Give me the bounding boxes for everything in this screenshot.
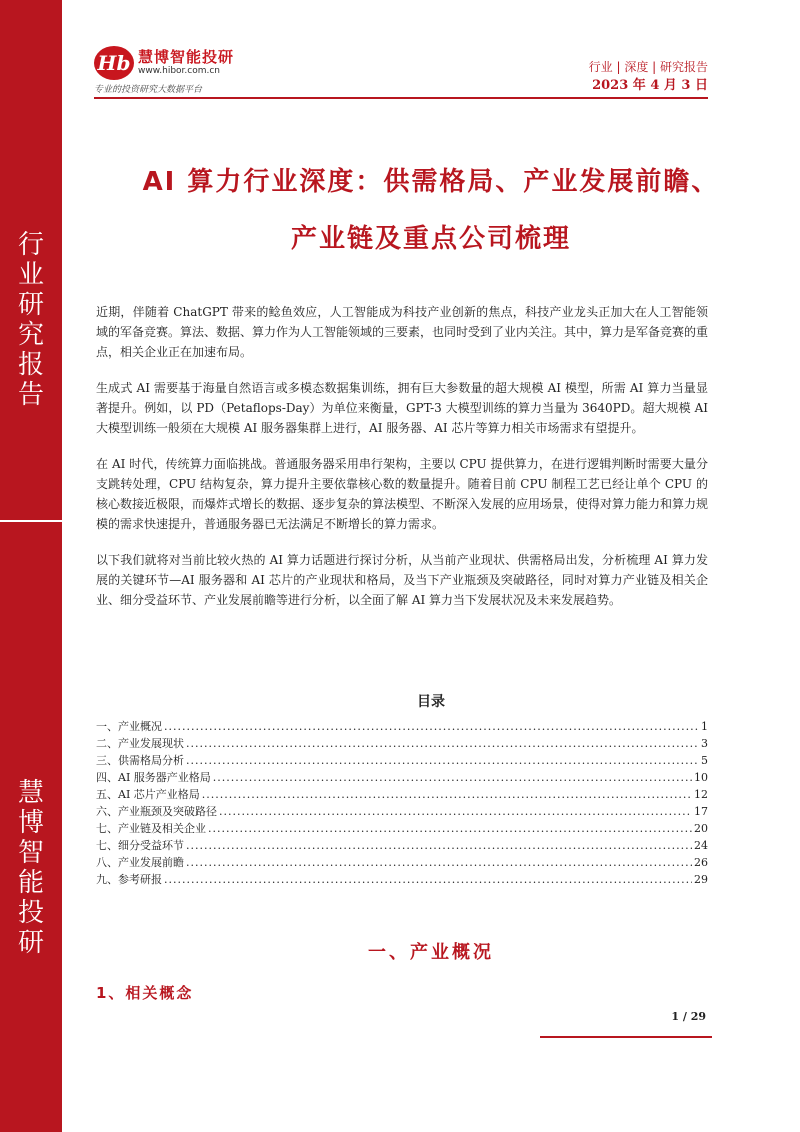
toc-leader — [208, 820, 692, 837]
toc-item[interactable] — [96, 718, 708, 735]
toc-item-page: 10 — [694, 771, 708, 784]
toc-item[interactable] — [96, 752, 708, 769]
toc-item-page: 29 — [694, 873, 708, 886]
footer-rule — [540, 1036, 712, 1038]
toc-item-page: 12 — [694, 788, 708, 801]
logo-name: 慧博智能投研 — [138, 48, 235, 66]
sidebar-char: 能 — [17, 868, 44, 898]
subsection-heading: 1、相关概念 — [96, 984, 194, 1002]
toc-leader — [219, 803, 692, 820]
toc-item-label: 七、细分受益环节 — [96, 839, 184, 852]
paragraph: 近期，伴随着 ChatGPT 带来的鲶鱼效应，人工智能成为科技产业创新的焦点，科技产业龙头正加大在人工智能领域的军备竞赛。算法、数据、算力作为人工智能领域的三要素，也同时受到了业内关注。其中，算力是军备竞赛的重点，相关企业正在加速布局。 — [96, 305, 709, 359]
section-heading: 一、产业概况 — [368, 942, 494, 963]
toc-item[interactable] — [96, 786, 708, 803]
logo-tagline: 专业的投资研究大数据平台 — [94, 85, 203, 95]
toc-item[interactable] — [96, 769, 708, 786]
toc-leader — [164, 871, 692, 888]
toc-item-page: 17 — [694, 805, 708, 818]
toc-leader — [164, 718, 699, 735]
toc-item-label: 七、产业链及相关企业 — [96, 822, 206, 835]
header-meta — [589, 58, 708, 96]
toc-item-label: 五、AI 芯片产业格局 — [96, 788, 200, 801]
sidebar-char: 究 — [17, 320, 44, 350]
toc-item-page: 1 — [701, 720, 708, 733]
paragraph: 在 AI 时代，传统算力面临挑战。普通服务器采用串行架构，主要以 CPU 提供算力，在进行逻辑判断时需要大量分支跳转处理，CPU 结构复杂，算力提升主要依靠核心数的数量提升。随着目前 CPU 制程工艺已经让单个 CPU 的核心数接近极限，而爆炸式增长的数据、逐步复杂的算法模型、不断深入发展的应用场景，使得对算力能力和算力规模的需求快速提升，普通服务器已无法满足不断增长的算力需求。 — [96, 457, 709, 531]
sidebar-char: 业 — [17, 260, 44, 290]
paragraph: 生成式 AI 需要基于海量自然语言或多模态数据集训练，拥有巨大参数量的超大规模 AI 模型，所需 AI 算力当量显著提升。例如，以 PD（Petaflops-Day）为单位来衡量，GPT-3 大模型训练的算力当量为 3640PD。超大规模 AI 大模型训练一般须在大规模 AI 服务器集群上进行，AI 服务器、AI 芯片等算力相关市场需求有望提升。 — [96, 381, 708, 435]
toc-leader — [213, 769, 692, 786]
sidebar-char: 报 — [17, 350, 44, 380]
toc-item-label: 八、产业发展前瞻 — [96, 856, 184, 869]
toc-item-label: 四、AI 服务器产业格局 — [96, 771, 211, 784]
toc-leader — [186, 837, 692, 854]
toc-leader — [186, 752, 699, 769]
report-title-line1: AI 算力行业深度：供需格局、产业发展前瞻、 — [142, 167, 720, 197]
toc-item-page: 3 — [701, 737, 708, 750]
sidebar-char: 研 — [17, 928, 44, 958]
toc-item-label: 二、产业发展现状 — [96, 737, 184, 750]
report-date: 2023 年 4 月 3 日 — [592, 78, 708, 93]
sidebar-char: 告 — [17, 380, 44, 410]
toc-item[interactable] — [96, 854, 708, 871]
sidebar-char: 慧 — [17, 778, 44, 808]
toc-item-label: 六、产业瓶颈及突破路径 — [96, 805, 217, 818]
toc-item-page: 20 — [694, 822, 708, 835]
sidebar-char: 行 — [17, 230, 44, 260]
hibor-logo — [94, 46, 274, 96]
report-category: 行业 | 深度 | 研究报告 — [588, 60, 708, 74]
toc-item[interactable] — [96, 820, 708, 837]
toc-title: 目录 — [417, 694, 445, 710]
toc-leader — [186, 854, 692, 871]
toc-item[interactable] — [96, 837, 708, 854]
sidebar-char: 博 — [17, 808, 44, 838]
toc-item-label: 一、产业概况 — [96, 720, 162, 733]
toc-item-page: 24 — [694, 839, 708, 852]
paragraph: 以下我们就将对当前比较火热的 AI 算力话题进行探讨分析，从当前产业现状、供需格局出发，分析梳理 AI 算力发展的关键环节—AI 服务器和 AI 芯片的产业现状和格局，及当下产业瓶颈及突破路径，同时对算力产业链及相关企业、细分受益环节、产业发展前瞻等进行分析，以全面了解 AI 算力当下发展状况及未来发展趋势。 — [96, 553, 708, 607]
toc-item[interactable] — [96, 735, 708, 752]
sidebar-divider — [0, 520, 62, 522]
sidebar-char: 投 — [17, 898, 44, 928]
sidebar-char: 智 — [17, 838, 44, 868]
sidebar-report-type — [0, 230, 62, 410]
toc-item[interactable] — [96, 803, 708, 820]
header-rule — [94, 97, 708, 99]
toc-item-page: 26 — [694, 856, 708, 869]
report-title-line2: 产业链及重点公司梳理 — [290, 224, 571, 254]
sidebar-char: 研 — [17, 290, 44, 320]
toc-item[interactable] — [96, 871, 708, 888]
toc-leader — [186, 735, 699, 752]
page-number: 1 / 29 — [671, 1010, 706, 1023]
toc-leader — [202, 786, 692, 803]
intro-body — [96, 302, 708, 626]
toc-item-label: 三、供需格局分析 — [96, 754, 184, 767]
logo-url: www.hibor.com.cn — [138, 66, 221, 76]
table-of-contents — [96, 718, 708, 888]
logo-mark-icon: Hb — [94, 46, 134, 80]
toc-item-page: 5 — [701, 754, 708, 767]
toc-item-label: 九、参考研报 — [96, 873, 162, 886]
sidebar-brand — [0, 778, 62, 958]
left-sidebar — [0, 0, 62, 1132]
